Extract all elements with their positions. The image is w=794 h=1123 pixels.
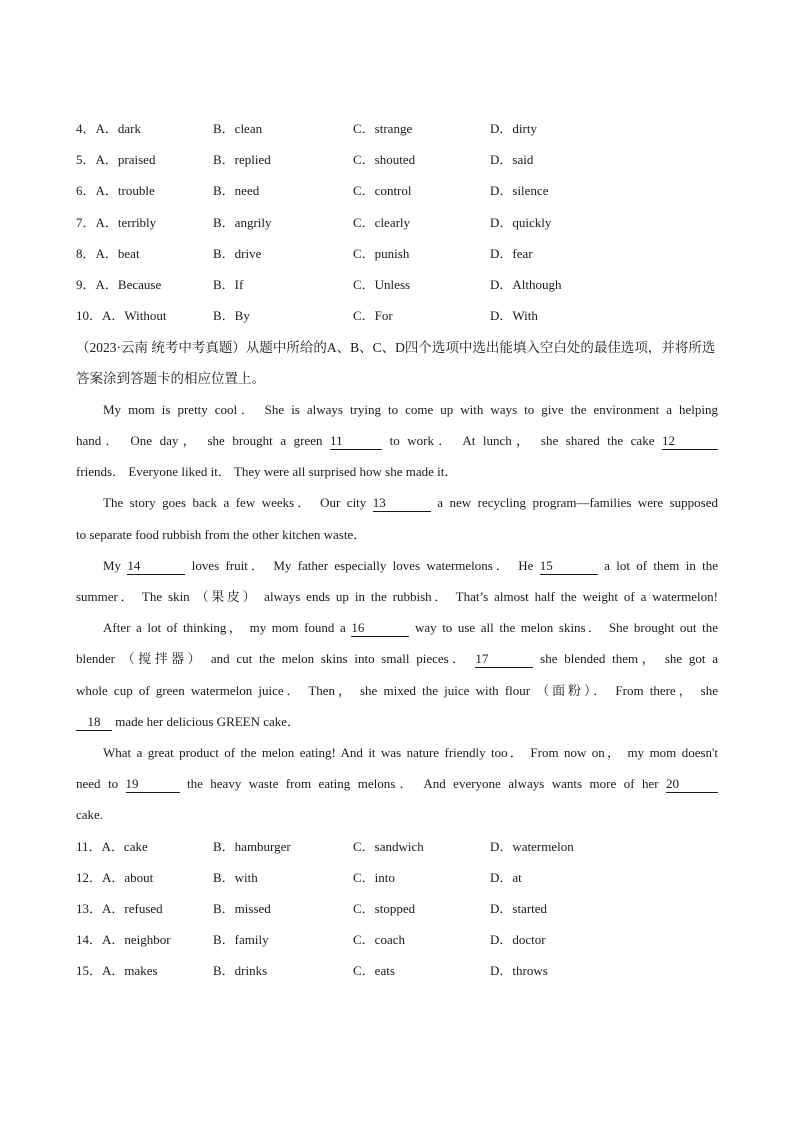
answer-blank[interactable]: 15	[540, 558, 598, 575]
option-a[interactable]	[76, 181, 155, 201]
option-row-7	[76, 213, 718, 233]
passage-text: My	[103, 558, 122, 573]
option-a[interactable]	[76, 899, 163, 919]
option-text: A．dark	[95, 121, 142, 136]
option-b[interactable]: B．If	[213, 277, 244, 292]
option-b[interactable]: B．need	[213, 183, 260, 198]
option-a[interactable]	[76, 244, 140, 264]
question-number: 13．	[76, 901, 103, 916]
passage-line	[76, 743, 718, 763]
option-d[interactable]: D．dirty	[490, 121, 537, 136]
option-text: A．makes	[102, 963, 158, 978]
passage-line	[76, 805, 718, 825]
passage-text: cake.	[76, 807, 104, 822]
option-b[interactable]: B．family	[213, 932, 269, 947]
passage-text: blender （搅拌器） and cut the melon skins into small pieces．	[76, 651, 469, 666]
option-c[interactable]: C．coach	[353, 932, 405, 947]
passage-line	[76, 525, 718, 545]
answer-blank[interactable]: 19	[126, 776, 180, 793]
option-c[interactable]: C．Unless	[353, 277, 411, 292]
passage-text: the heavy waste from eating melons． And everyone always wants more of her	[186, 776, 659, 791]
passage-line	[76, 681, 718, 701]
answer-blank[interactable]: 11	[330, 433, 382, 450]
option-c[interactable]: C．punish	[353, 246, 410, 261]
option-text: A．praised	[95, 152, 156, 167]
passage-line	[76, 462, 718, 482]
option-d[interactable]: D．quickly	[490, 215, 552, 230]
passage-line	[76, 618, 718, 638]
passage-text: need to	[76, 776, 119, 791]
option-a[interactable]	[76, 150, 155, 170]
option-d[interactable]: D．at	[490, 870, 522, 885]
passage-text: hand． One day， she brought a green	[76, 433, 323, 448]
option-c[interactable]: C．into	[353, 870, 395, 885]
answer-blank[interactable]: 12	[662, 433, 718, 450]
option-text: A．trouble	[95, 183, 155, 198]
answer-blank[interactable]: 14	[127, 558, 185, 575]
question-number: 8．	[76, 246, 96, 261]
option-d[interactable]: D．Although	[490, 277, 562, 292]
option-b[interactable]: B．drive	[213, 246, 262, 261]
option-row-9	[76, 275, 718, 295]
question-number: 11．	[76, 839, 102, 854]
option-b[interactable]: B．drinks	[213, 963, 268, 978]
option-c[interactable]: C．shouted	[353, 152, 416, 167]
option-b[interactable]: B．angrily	[213, 215, 272, 230]
section-instructions: （2023·云南 统考中考真题）从题中所给的A、B、C、D四个选项中选出能填入空白处的最佳选项，并将所选答案涂到答题卡的相应位置上。	[76, 340, 716, 386]
option-d[interactable]: D．started	[490, 901, 548, 916]
option-b[interactable]: B．clean	[213, 121, 263, 136]
option-b[interactable]: B．with	[213, 870, 258, 885]
option-text: A．about	[102, 870, 154, 885]
option-row-13	[76, 899, 718, 919]
option-d[interactable]: D．fear	[490, 246, 533, 261]
option-b[interactable]: B．replied	[213, 152, 271, 167]
passage-line	[76, 431, 718, 451]
passage-text: After a lot of thinking， my mom found a	[103, 620, 346, 635]
passage-text: made her delicious GREEN cake．	[115, 714, 301, 729]
passage-text: summer． The skin （果皮） always ends up in the rubbish． That’s almost half the weight of a watermelon!	[76, 589, 718, 604]
option-row-4	[76, 119, 718, 139]
question-number: 14．	[76, 932, 103, 947]
option-text: A．beat	[95, 246, 140, 261]
question-number: 7．	[76, 215, 96, 230]
option-text: A．Without	[102, 308, 167, 323]
passage-line	[76, 774, 718, 794]
option-text: A．Because	[95, 277, 162, 292]
option-d[interactable]: D．said	[490, 152, 534, 167]
option-row-11	[76, 837, 718, 857]
option-d[interactable]: D．doctor	[490, 932, 546, 947]
passage-line	[76, 400, 718, 420]
question-number: 9．	[76, 277, 96, 292]
option-a[interactable]	[76, 306, 167, 326]
option-row-5	[76, 150, 718, 170]
option-c[interactable]: C．strange	[353, 121, 413, 136]
option-d[interactable]: D．silence	[490, 183, 549, 198]
option-a[interactable]	[76, 961, 158, 981]
option-a[interactable]	[76, 868, 153, 888]
option-d[interactable]: D．throws	[490, 963, 548, 978]
option-row-12	[76, 868, 718, 888]
answer-blank[interactable]: 18	[76, 714, 112, 731]
passage-text: loves fruit． My father especially loves watermelons． He	[191, 558, 534, 573]
option-a[interactable]	[76, 837, 148, 857]
option-c[interactable]: C．stopped	[353, 901, 416, 916]
passage-text: a new recycling program—families were supposed	[437, 495, 718, 510]
option-c[interactable]: C．clearly	[353, 215, 411, 230]
option-row-8	[76, 244, 718, 264]
answer-blank[interactable]: 13	[373, 495, 431, 512]
passage-text: The story goes back a few weeks． Our city	[103, 495, 367, 510]
passage-line	[76, 493, 718, 513]
passage-line	[76, 712, 718, 732]
passage-text: to work． At lunch， she shared the cake	[389, 433, 655, 448]
option-a[interactable]	[76, 275, 161, 295]
passage-text: way to use all the melon skins． She brought out the	[414, 620, 718, 635]
passage-text: she blended them， she got a	[540, 651, 719, 666]
option-row-14	[76, 930, 718, 950]
passage-text: a lot of them in the	[604, 558, 719, 573]
passage-text: What a great product of the melon eating! And it was nature friendly too． From now on， my mom doesn't	[103, 745, 718, 760]
question-number: 6．	[76, 183, 96, 198]
passage-text: to separate food rubbish from the other kitchen waste．	[76, 527, 367, 542]
option-b[interactable]: B．missed	[213, 901, 271, 916]
option-c[interactable]: C．control	[353, 183, 412, 198]
option-text: A．terribly	[95, 215, 157, 230]
option-row-15	[76, 961, 718, 981]
option-c[interactable]: C．For	[353, 308, 393, 323]
option-row-6	[76, 181, 718, 201]
option-a[interactable]	[76, 930, 171, 950]
option-c[interactable]: C．sandwich	[353, 839, 424, 854]
option-b[interactable]: B．hamburger	[213, 839, 291, 854]
question-number: 4．	[76, 121, 96, 136]
passage-text: whole cup of green watermelon juice． Then， she mixed the juice with flour （面粉）． From there， she	[76, 683, 718, 698]
option-text: A．neighbor	[102, 932, 171, 947]
question-number: 10．	[76, 308, 103, 323]
question-number: 5．	[76, 152, 96, 167]
question-number: 12．	[76, 870, 103, 885]
passage-line	[76, 556, 718, 576]
passage-line	[76, 587, 718, 607]
option-b[interactable]: B．By	[213, 308, 250, 323]
option-a[interactable]	[76, 119, 141, 139]
option-c[interactable]: C．eats	[353, 963, 395, 978]
option-d[interactable]: D．With	[490, 308, 538, 323]
passage-line	[76, 649, 718, 669]
passage-text: friends． Everyone liked it． They were all surprised how she made it．	[76, 464, 458, 479]
option-text: A．refused	[102, 901, 163, 916]
option-row-10	[76, 306, 718, 326]
option-a[interactable]	[76, 213, 156, 233]
passage-text: My mom is pretty cool． She is always trying to come up with ways to give the environment a helping	[103, 402, 718, 417]
answer-blank[interactable]: 20	[666, 776, 718, 793]
answer-blank[interactable]: 16	[351, 620, 409, 637]
question-number: 15．	[76, 963, 103, 978]
option-d[interactable]: D．watermelon	[490, 839, 574, 854]
answer-blank[interactable]: 17	[475, 651, 533, 668]
option-text: A．cake	[101, 839, 148, 854]
